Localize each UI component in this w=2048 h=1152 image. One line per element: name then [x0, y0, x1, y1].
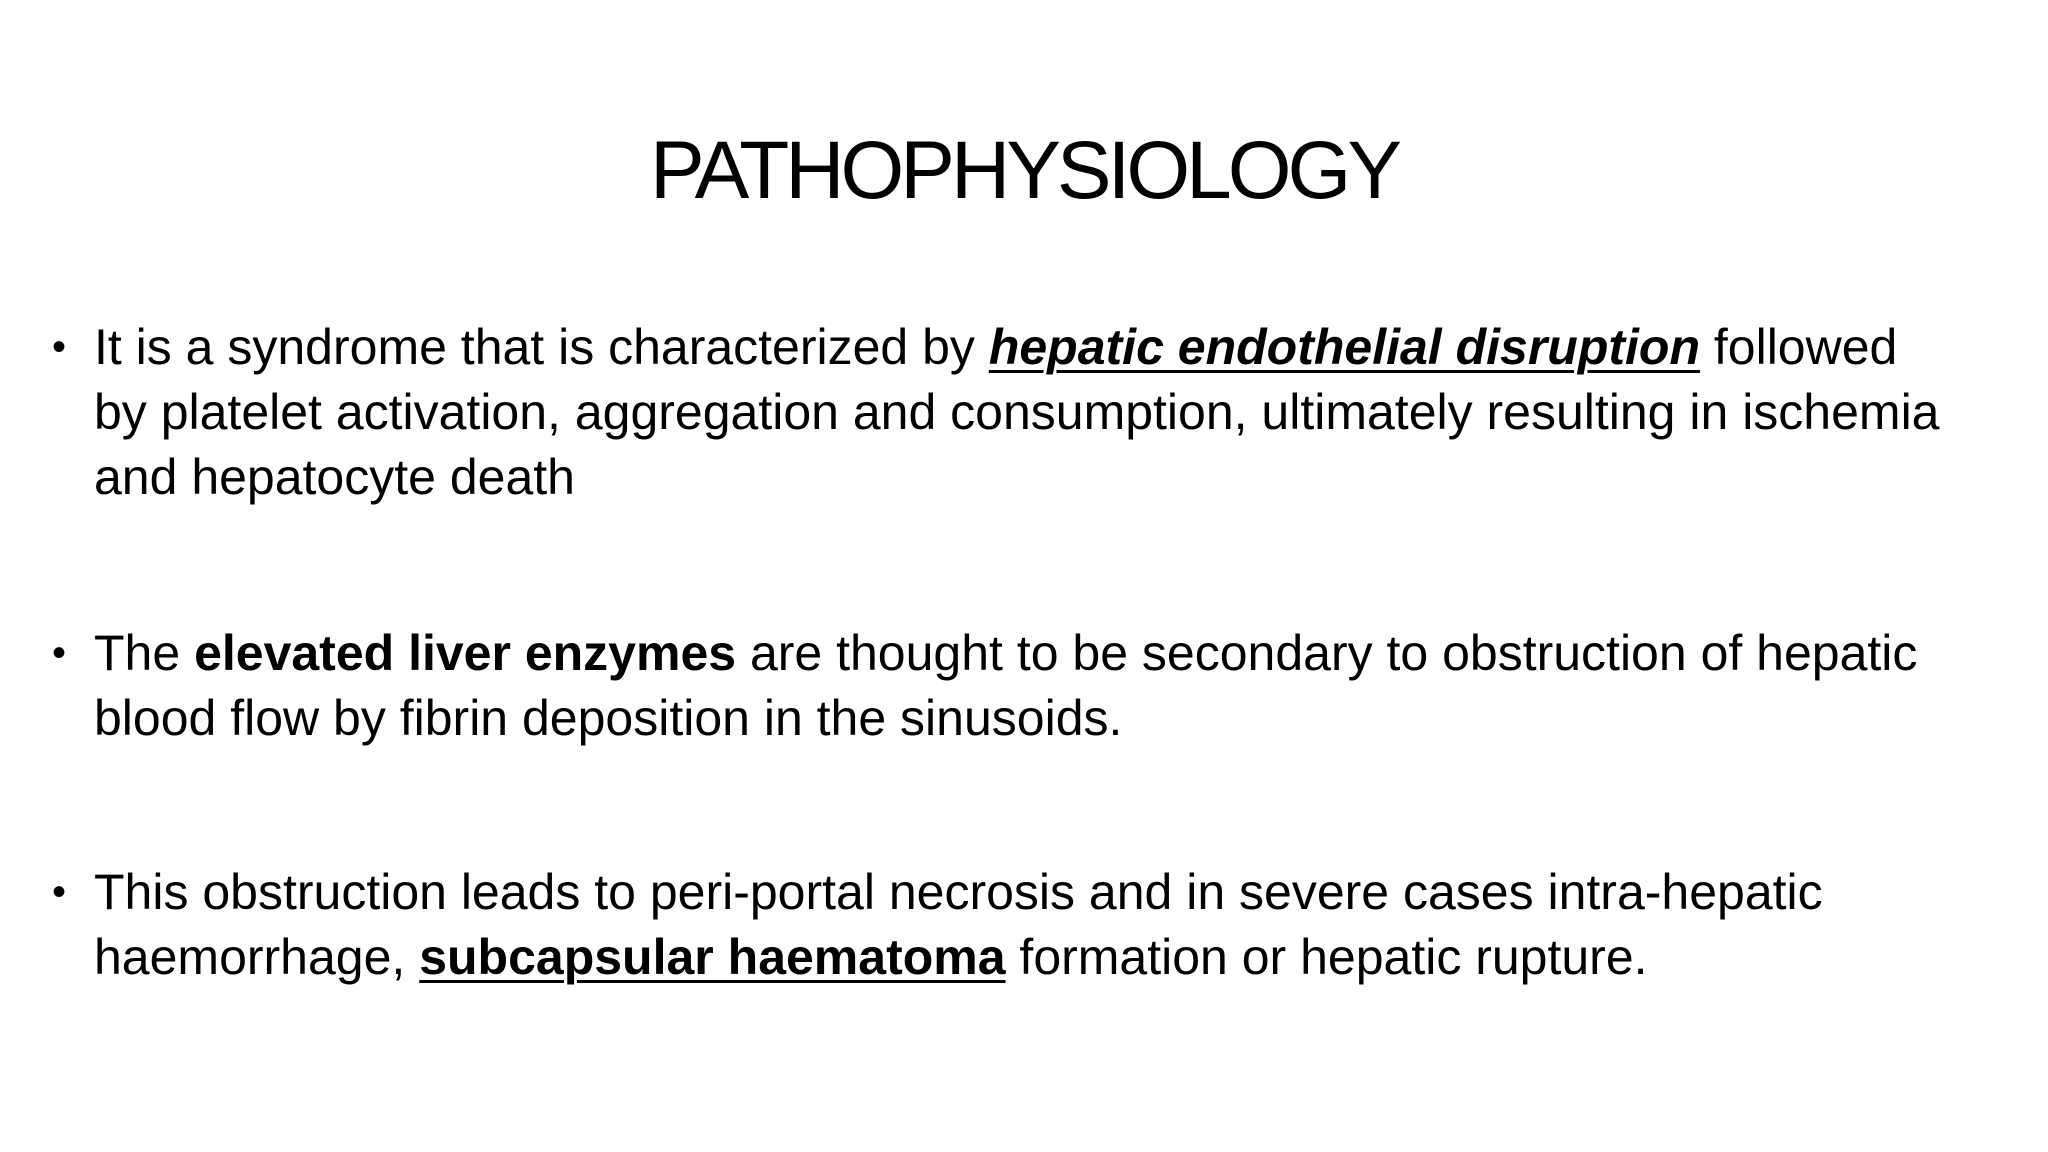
- bullet-1-text-before: It is a syndrome that is characterized by: [94, 319, 989, 375]
- bullet-icon: •: [52, 631, 67, 675]
- slide-title: PATHOPHYSIOLOGY: [649, 125, 1399, 216]
- bullet-2-text-after: are thought to be secondary to obstruction of hepatic blood flow by fibrin deposition in the sinusoids.: [94, 625, 1918, 746]
- bullet-3-text-before: This obstruction leads to peri-portal necrosis and in severe cases intra-hepatic haemorrhage,: [94, 864, 1823, 985]
- bullet-2-text-before: The: [94, 625, 195, 681]
- bullet-1-emphasis: hepatic endothelial disruption: [988, 319, 1700, 375]
- bullet-3-emphasis: subcapsular haematoma: [419, 929, 1006, 985]
- bullet-text-3: [94, 860, 1954, 990]
- bullet-icon: •: [52, 870, 67, 914]
- bullet-text-1: [94, 315, 1954, 510]
- bullet-2-emphasis: elevated liver enzymes: [194, 625, 737, 681]
- bullet-3-text-after: formation or hepatic rupture.: [1005, 929, 1648, 985]
- bullet-icon: •: [52, 325, 67, 369]
- bullet-text-2: [94, 621, 1954, 751]
- bullet-1-text-after: followed by platelet activation, aggregation and consumption, ultimately resulting in ischemia and hepatocyte death: [94, 319, 1940, 505]
